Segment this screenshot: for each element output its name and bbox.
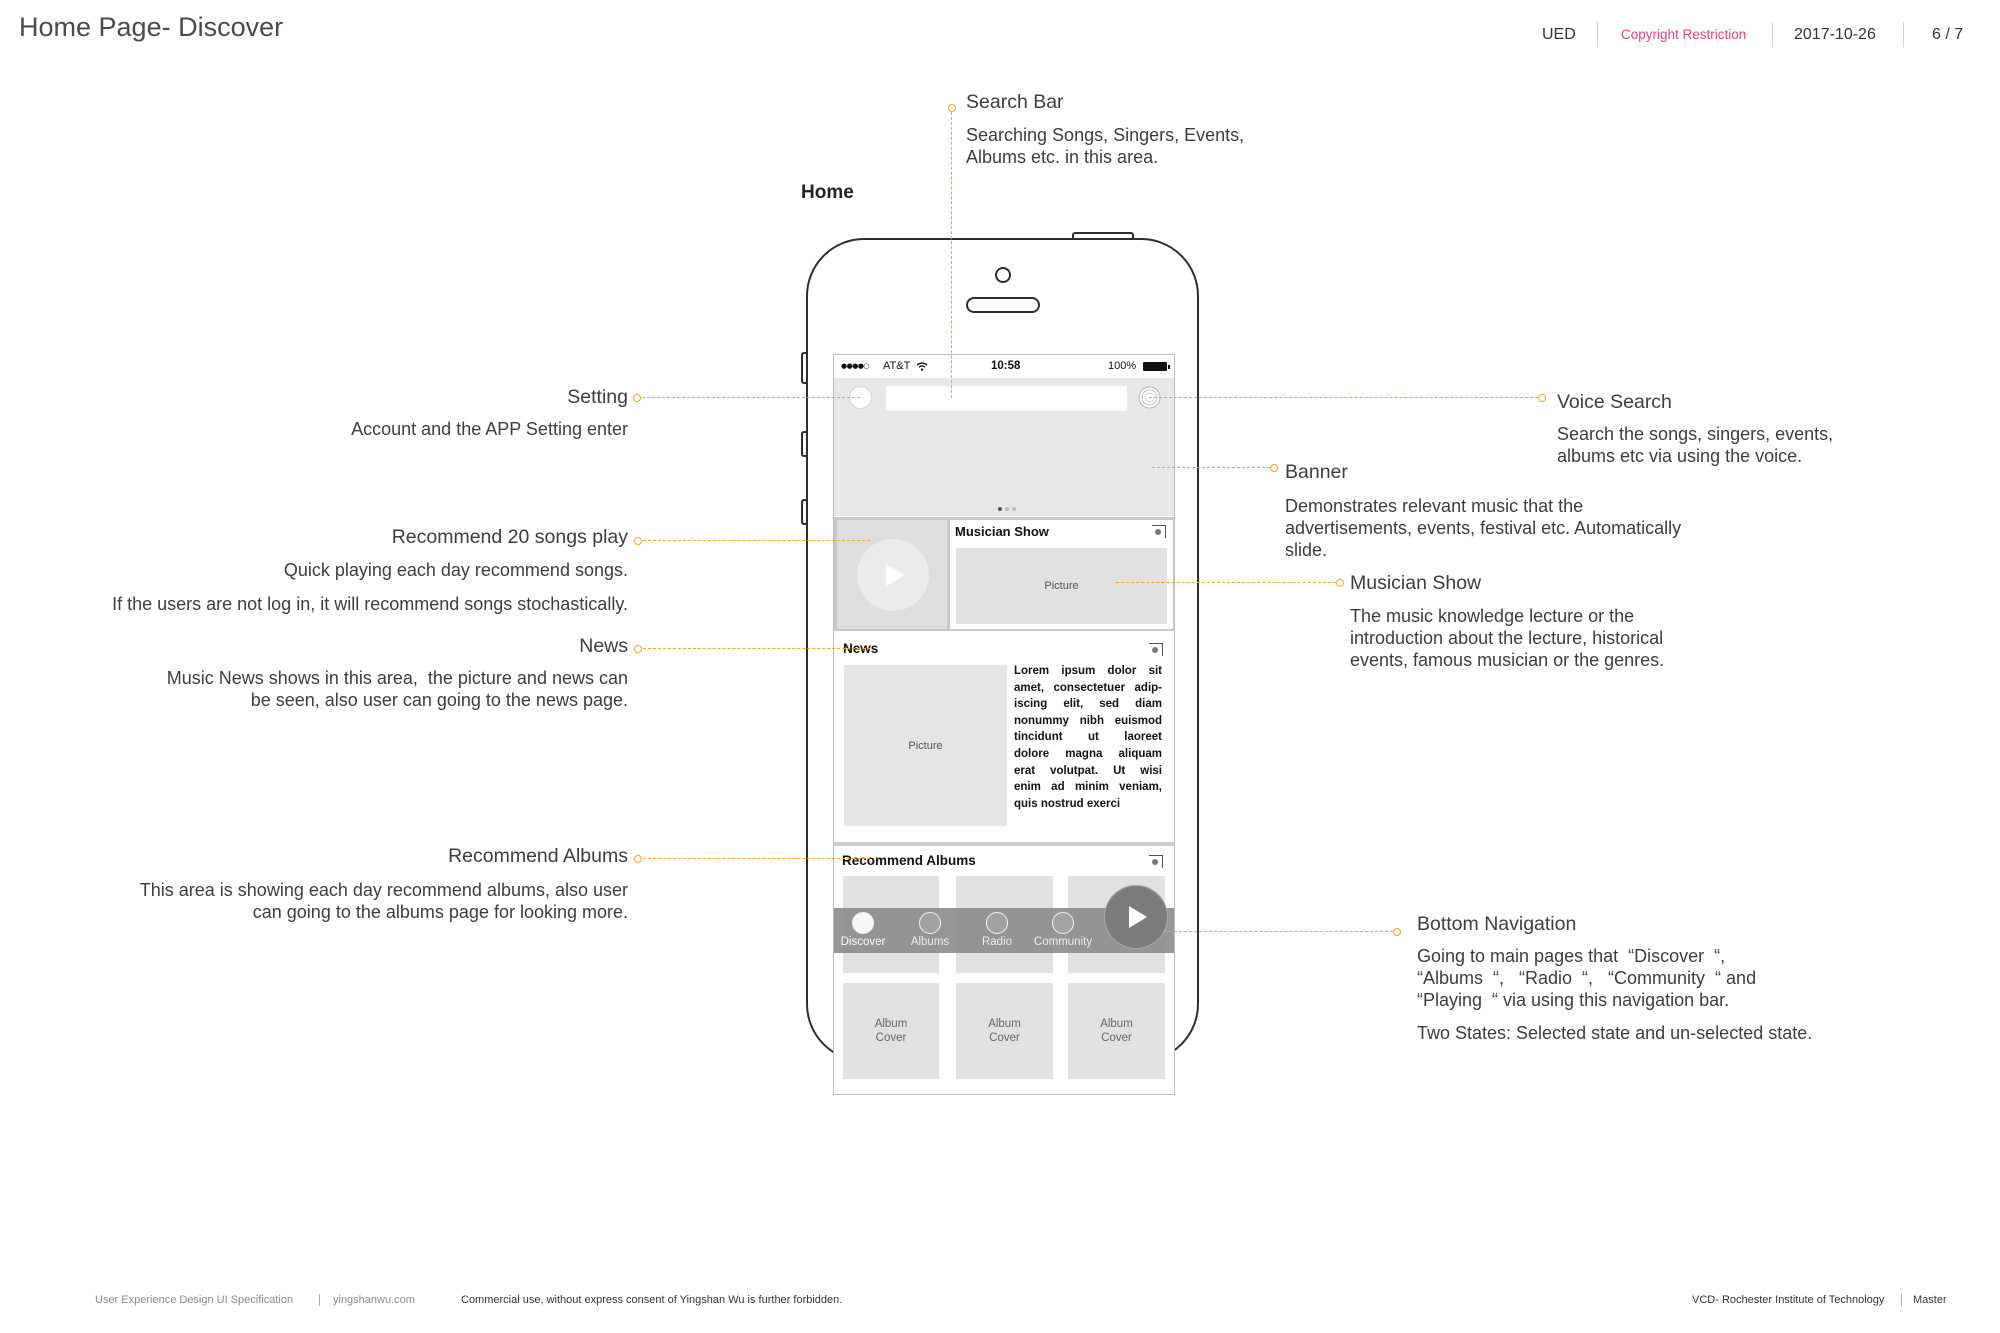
callout-dot [633,394,641,402]
album-cover-label: Album Cover [874,1018,908,1044]
musician-picture[interactable] [956,548,1167,624]
settings-icon[interactable] [849,386,872,409]
now-playing-button[interactable] [1104,885,1168,949]
callout-dot [948,104,956,112]
more-icon[interactable] [1149,643,1163,656]
musician-show-title: Musician Show [955,524,1049,539]
annotation-title: Bottom Navigation [1417,913,1577,935]
recommend-albums-title: Recommend Albums [842,853,976,868]
page-title: Home Page- Discover [19,12,284,42]
news-text-line: amet, consectetuer adip- [1014,681,1162,694]
annotation-desc: Account and the APP Setting enter [351,419,628,439]
footer-divider [1901,1294,1902,1306]
phone-screen [833,354,1175,1095]
news-picture[interactable] [844,665,1007,826]
albums-icon [919,912,941,934]
annotation-title: Search Bar [966,91,1064,113]
banner-dot[interactable] [998,507,1002,511]
voice-search-icon[interactable] [1138,386,1161,409]
album-cover-label: Album Cover [988,1018,1021,1044]
annotation-desc: Demonstrates relevant music that the advertisements, events, festival etc. Automatically slide. [1285,496,1682,560]
nav-item-radio[interactable] [964,908,1030,953]
community-icon [1052,912,1074,934]
footer-site-link[interactable]: yingshanwu.com [333,1294,415,1306]
nav-label: Community [1033,936,1093,948]
annotation-desc: The music knowledge lecture or the introduction about the lecture, historical events, famous musician or the genres. [1350,606,1665,670]
nav-item-discover[interactable] [833,908,896,953]
camera-icon [995,267,1011,283]
radio-icon [986,912,1008,934]
copyright-label: Copyright Restriction [1621,27,1747,42]
footer-degree-label: Master [1913,1294,1947,1306]
callout-line [1149,397,1538,398]
callout-dot [1336,579,1344,587]
callout-dot [634,855,642,863]
date-label: 2017-10-26 [1794,26,1876,43]
banner-dot[interactable] [1005,507,1009,511]
news-title: News [843,641,879,656]
wifi-icon [916,362,928,371]
nav-item-community[interactable] [1030,908,1096,953]
annotation-desc: Searching Songs, Singers, Events, Albums etc. in this area. [966,125,1245,167]
news-text-line: nonummy nibh euismod [1014,714,1162,727]
nav-label: Discover [840,936,886,948]
picture-label: Picture [908,739,943,752]
news-text-line: iscing elit, sed diam [1014,698,1162,711]
album-card[interactable] [956,983,1053,1079]
page-number: 6 / 7 [1932,26,1964,43]
callout-dot [634,537,642,545]
album-card[interactable] [1068,983,1165,1079]
battery-percent: 100% [1108,360,1137,372]
footer-divider [319,1294,320,1306]
annotation-desc: Going to main pages that “Discover “, “Albums “, “Radio “, “Community “ and “Playing “ via using this navigation bar. [1417,946,1757,1010]
annotation-desc: Two States: Selected state and un-selected state. [1417,1023,1813,1043]
callout-dot [1393,928,1401,936]
signal-strength-icon: ●●●●○ [841,362,870,370]
annotation-desc: If the users are not log in, it will recommend songs stochastically. [112,594,628,614]
annotation-desc: Search the songs, singers, events, albums etc via using the voice. [1557,424,1834,466]
header-divider [1772,22,1773,47]
nav-item-albums[interactable] [897,908,963,953]
footer-legal-notice: Commercial use, without express consent of Yingshan Wu is further forbidden. [461,1294,843,1306]
annotation-title: Musician Show [1350,572,1482,594]
status-time: 10:58 [991,360,1021,372]
more-icon[interactable] [1149,855,1163,868]
footer-school-label: VCD- Rochester Institute of Technology [1692,1294,1885,1306]
callout-dot [1538,394,1546,402]
annotation-desc: Music News shows in this area, the picture and news can be seen, also user can going to the news page. [166,668,628,710]
annotation-title: Recommend Albums [448,845,628,867]
speaker-grille [966,297,1040,313]
news-text-line: Lorem ipsum dolor sit [1014,665,1162,677]
news-text-line: erat volutpat. Ut wisi [1014,764,1162,777]
annotation-title: Voice Search [1557,391,1672,413]
play-icon[interactable] [857,539,929,611]
annotation-title: Recommend 20 songs play [391,526,628,548]
album-cover-label: Album Cover [1100,1018,1133,1044]
carrier-label: AT&T [883,360,911,372]
battery-icon [1143,362,1167,371]
annotation-desc: Quick playing each day recommend songs. [283,560,628,580]
nav-label: Radio [981,936,1013,948]
header-divider [1597,22,1598,47]
album-card[interactable] [843,983,939,1079]
header-divider [1903,22,1904,47]
news-text[interactable] [1014,663,1162,812]
more-icon[interactable] [1152,525,1166,538]
callout-dot [1270,464,1278,472]
news-text-line: tincidunt ut laoreet [1014,731,1162,744]
news-text-line: quis nostrud exerci [1014,797,1121,810]
search-input[interactable] [886,386,1127,411]
annotation-desc: This area is showing each day recommend albums, also user can going to the albums page for looking more. [139,880,628,922]
discover-icon [852,912,874,934]
team-label: UED [1542,26,1576,43]
picture-label: Picture [1044,580,1079,592]
screen-label: Home [801,182,854,203]
news-text-line: enim ad minim veniam, [1014,781,1162,794]
section-divider [834,842,1175,846]
banner-pagination [998,507,1020,512]
annotation-title: News [579,635,628,657]
banner-dot[interactable] [1012,507,1016,511]
annotation-title: Setting [567,386,628,408]
news-text-line: dolore magna aliquam [1014,747,1162,760]
annotation-title: Banner [1285,461,1348,483]
callout-dot [634,645,642,653]
footer-spec-label: User Experience Design UI Specification [95,1294,294,1306]
nav-label: Albums [910,936,950,948]
